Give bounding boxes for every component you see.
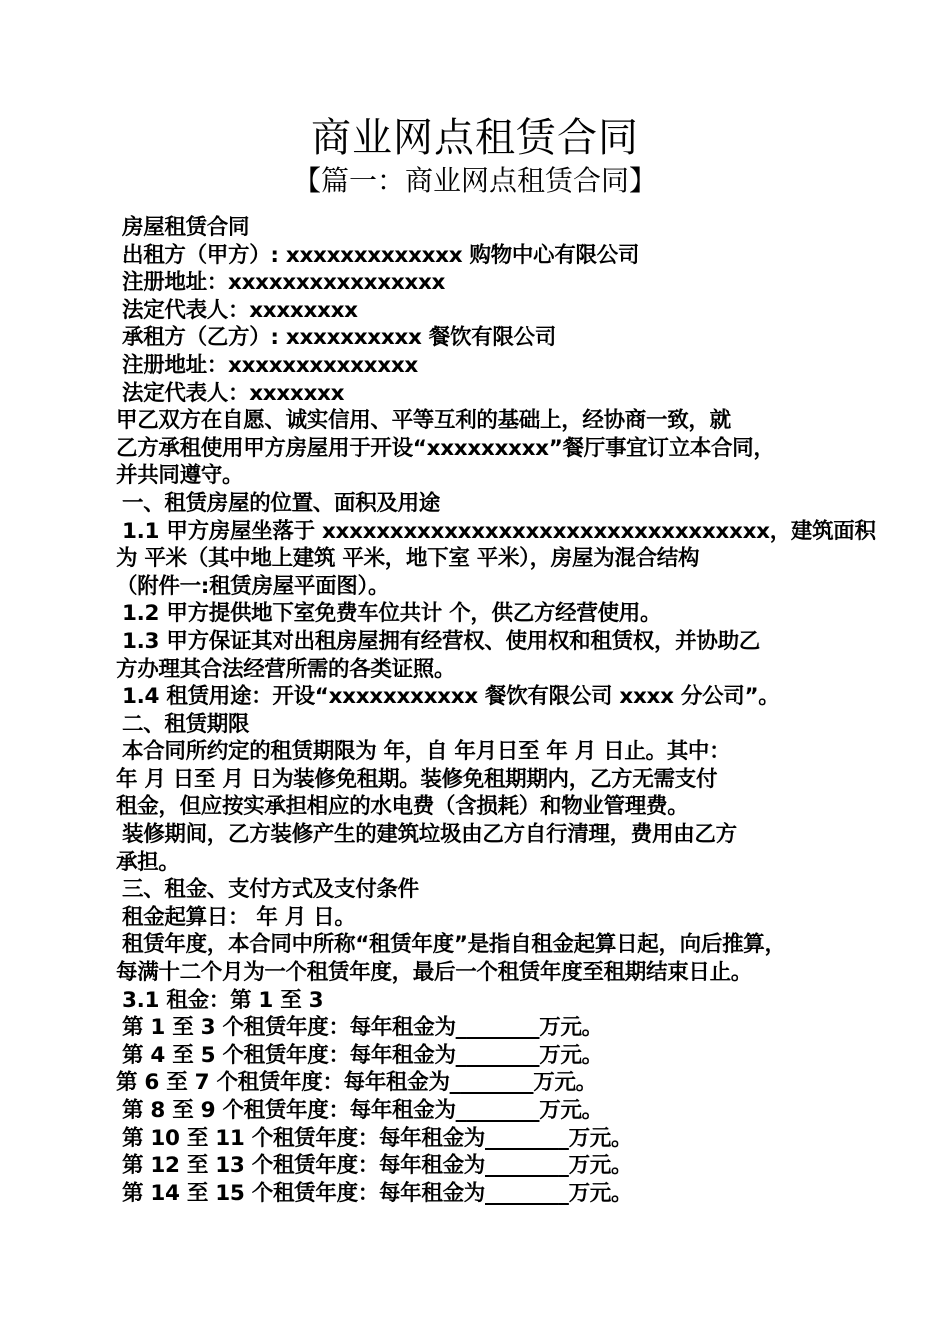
text-line: 法定代表人：xxxxxxx <box>122 380 345 406</box>
text-line: 一、租赁房屋的位置、面积及用途 <box>122 490 441 516</box>
text-line: 1.1 甲方房屋坐落于 xxxxxxxxxxxxxxxxxxxxxxxxxxxxxxxxx，建筑面积 <box>122 518 876 544</box>
document-body <box>116 214 876 1207</box>
text-line: 方办理其合法经营所需的各类证照。 <box>116 656 456 682</box>
text-line: 1.3 甲方保证其对出租房屋拥有经营权、使用权和租赁权，并协助乙 <box>122 628 760 654</box>
text-line: 1.2 甲方提供地下室免费车位共计 个，供乙方经营使用。 <box>122 601 662 627</box>
document-title: 商业网点租赁合同 <box>311 115 639 161</box>
text-line: 并共同遵守。 <box>116 463 244 489</box>
text-line: 租金起算日： 年 月 日。 <box>122 904 356 930</box>
rent-row: 第 6 至 7 个租赁年度：每年租金为________万元。 <box>116 1070 597 1096</box>
text-line: 三、租金、支付方式及支付条件 <box>122 877 419 903</box>
rent-row: 第 12 至 13 个租赁年度：每年租金为________万元。 <box>122 1153 633 1179</box>
text-line: 每满十二个月为一个租赁年度，最后一个租赁年度至租期结束日止。 <box>116 960 753 986</box>
text-line: （附件一:租赁房屋平面图）。 <box>116 573 390 599</box>
text-line: 二、租赁期限 <box>122 711 250 737</box>
text-line: 租金，但应按实承担相应的水电费（含损耗）和物业管理费。 <box>116 794 689 820</box>
text-line: 注册地址：xxxxxxxxxxxxxxxx <box>122 270 446 296</box>
text-line: 法定代表人：xxxxxxxx <box>122 297 358 323</box>
document-subtitle: 【篇一：商业网点租赁合同】 <box>292 164 657 197</box>
text-line: 甲乙双方在自愿、诚实信用、平等互利的基础上，经协商一致，就 <box>116 408 731 434</box>
text-line: 注册地址：xxxxxxxxxxxxxx <box>122 352 418 378</box>
text-line: 3.1 租金：第 1 至 3 <box>122 987 324 1013</box>
text-line: 房屋租赁合同 <box>122 215 250 240</box>
text-line: 装修期间，乙方装修产生的建筑垃圾由乙方自行清理，费用由乙方 <box>122 822 737 848</box>
rent-row: 第 14 至 15 个租赁年度：每年租金为________万元。 <box>122 1180 633 1206</box>
text-line: 承租方（乙方）: xxxxxxxxxx 餐饮有限公司 <box>122 325 556 351</box>
text-line: 乙方承租使用甲方房屋用于开设“xxxxxxxxx”餐厅事宜订立本合同， <box>116 435 775 461</box>
text-line: 为 平米（其中地上建筑 平米，地下室 平米），房屋为混合结构 <box>116 546 700 572</box>
rent-row: 第 8 至 9 个租赁年度：每年租金为________万元。 <box>122 1098 603 1123</box>
text-line: 本合同所约定的租赁期限为 年，自 年月日至 年 月 日止。其中： <box>122 739 731 765</box>
text-line: 1.4 租赁用途：开设“xxxxxxxxxxx 餐饮有限公司 xxxx 分公司”。 <box>122 684 780 710</box>
rent-row: 第 10 至 11 个租赁年度：每年租金为________万元。 <box>122 1125 633 1151</box>
rent-row: 第 4 至 5 个租赁年度：每年租金为________万元。 <box>122 1042 603 1068</box>
text-line: 出租方（甲方）: xxxxxxxxxxxxx 购物中心有限公司 <box>122 242 640 268</box>
text-line: 年 月 日至 月 日为装修免租期。装修免租期期内，乙方无需支付 <box>116 766 718 792</box>
text-line: 承担。 <box>116 849 180 875</box>
text-line: 租赁年度，本合同中所称“租赁年度”是指自租金起算日起，向后推算， <box>122 932 786 958</box>
rent-row: 第 1 至 3 个租赁年度：每年租金为________万元。 <box>122 1015 603 1041</box>
